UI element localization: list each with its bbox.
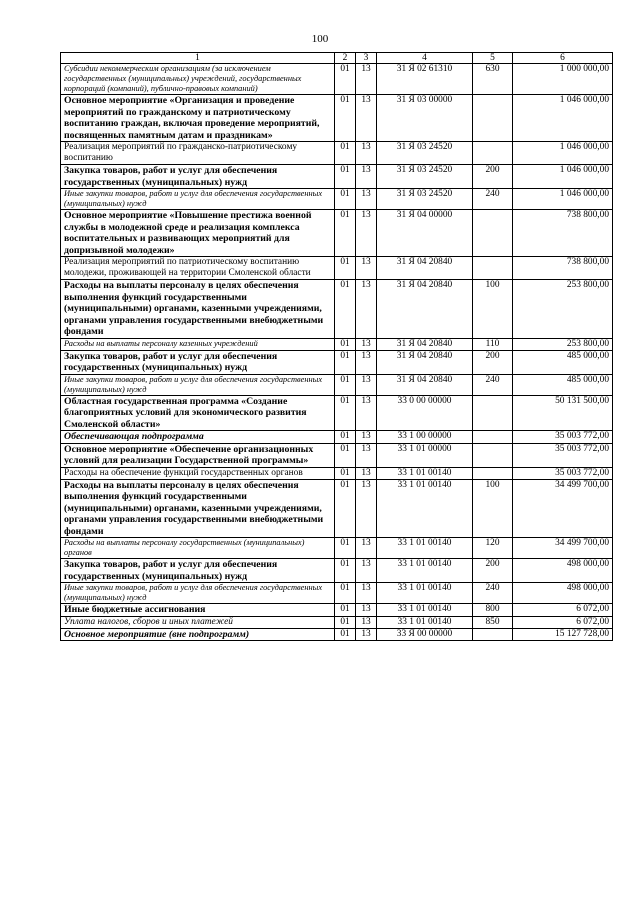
row-description: Расходы на выплаты персоналу государственных (муниципальных) органов bbox=[61, 538, 335, 559]
section-code: 01 bbox=[335, 338, 356, 350]
expense-type-code bbox=[473, 443, 513, 467]
row-description: Иные закупки товаров, работ и услуг для обеспечения государственных (муниципальных) нужд bbox=[61, 189, 335, 210]
expense-type-code bbox=[473, 467, 513, 479]
amount: 15 127 728,00 bbox=[513, 628, 613, 641]
column-header: 5 bbox=[473, 53, 513, 64]
subsection-code: 13 bbox=[356, 479, 377, 538]
amount: 253 800,00 bbox=[513, 338, 613, 350]
expense-type-code: 200 bbox=[473, 165, 513, 189]
amount: 1 046 000,00 bbox=[513, 189, 613, 210]
section-code: 01 bbox=[335, 395, 356, 431]
subsection-code: 13 bbox=[356, 443, 377, 467]
amount: 498 000,00 bbox=[513, 559, 613, 583]
row-description: Иные закупки товаров, работ и услуг для обеспечения государственных (муниципальных) нужд bbox=[61, 374, 335, 395]
target-article-code: 33 1 00 00000 bbox=[377, 431, 473, 444]
expense-type-code: 800 bbox=[473, 604, 513, 617]
section-code: 01 bbox=[335, 431, 356, 444]
table-row bbox=[61, 338, 613, 350]
amount: 1 046 000,00 bbox=[513, 142, 613, 165]
row-description: Иные бюджетные ассигнования bbox=[61, 604, 335, 617]
section-code: 01 bbox=[335, 604, 356, 617]
table-row bbox=[61, 142, 613, 165]
table-row bbox=[61, 257, 613, 280]
section-code: 01 bbox=[335, 374, 356, 395]
table-row bbox=[61, 210, 613, 257]
expense-type-code: 100 bbox=[473, 280, 513, 339]
amount: 6 072,00 bbox=[513, 604, 613, 617]
target-article-code: 31 Я 04 00000 bbox=[377, 210, 473, 257]
table-row bbox=[61, 467, 613, 479]
table-row bbox=[61, 95, 613, 142]
section-code: 01 bbox=[335, 538, 356, 559]
column-header: 1 bbox=[61, 53, 335, 64]
column-header: 4 bbox=[377, 53, 473, 64]
table-row bbox=[61, 616, 613, 628]
amount: 50 131 500,00 bbox=[513, 395, 613, 431]
amount: 485 000,00 bbox=[513, 350, 613, 374]
table-row bbox=[61, 628, 613, 641]
target-article-code: 33 1 01 00140 bbox=[377, 538, 473, 559]
amount: 1 046 000,00 bbox=[513, 165, 613, 189]
table-row bbox=[61, 538, 613, 559]
amount: 738 800,00 bbox=[513, 257, 613, 280]
section-code: 01 bbox=[335, 583, 356, 604]
subsection-code: 13 bbox=[356, 395, 377, 431]
row-description: Основное мероприятие «Обеспечение организационных условий для реализации Государственной программы» bbox=[61, 443, 335, 467]
amount: 1 046 000,00 bbox=[513, 95, 613, 142]
table-row bbox=[61, 431, 613, 444]
subsection-code: 13 bbox=[356, 95, 377, 142]
amount: 498 000,00 bbox=[513, 583, 613, 604]
column-header: 2 bbox=[335, 53, 356, 64]
page-number: 100 bbox=[311, 33, 329, 45]
section-code: 01 bbox=[335, 64, 356, 95]
expense-type-code: 200 bbox=[473, 350, 513, 374]
expense-type-code: 110 bbox=[473, 338, 513, 350]
target-article-code: 33 1 01 00140 bbox=[377, 616, 473, 628]
row-description: Областная государственная программа «Создание благоприятных условий для экономического развития Смоленской области» bbox=[61, 395, 335, 431]
target-article-code: 33 0 00 00000 bbox=[377, 395, 473, 431]
budget-table bbox=[60, 52, 613, 641]
row-description: Уплата налогов, сборов и иных платежей bbox=[61, 616, 335, 628]
expense-type-code: 100 bbox=[473, 479, 513, 538]
table-row bbox=[61, 64, 613, 95]
section-code: 01 bbox=[335, 559, 356, 583]
subsection-code: 13 bbox=[356, 604, 377, 617]
expense-type-code: 850 bbox=[473, 616, 513, 628]
table-row bbox=[61, 350, 613, 374]
row-description: Расходы на выплаты персоналу казенных учреждений bbox=[61, 338, 335, 350]
table-row bbox=[61, 559, 613, 583]
target-article-code: 33 1 01 00140 bbox=[377, 467, 473, 479]
expense-type-code: 240 bbox=[473, 583, 513, 604]
target-article-code: 31 Я 03 24520 bbox=[377, 142, 473, 165]
expense-type-code bbox=[473, 431, 513, 444]
subsection-code: 13 bbox=[356, 338, 377, 350]
subsection-code: 13 bbox=[356, 374, 377, 395]
target-article-code: 33 1 01 00140 bbox=[377, 479, 473, 538]
row-description: Закупка товаров, работ и услуг для обеспечения государственных (муниципальных) нужд bbox=[61, 165, 335, 189]
section-code: 01 bbox=[335, 210, 356, 257]
expense-type-code: 200 bbox=[473, 559, 513, 583]
section-code: 01 bbox=[335, 189, 356, 210]
target-article-code: 33 1 01 00140 bbox=[377, 559, 473, 583]
subsection-code: 13 bbox=[356, 257, 377, 280]
section-code: 01 bbox=[335, 467, 356, 479]
expense-type-code: 630 bbox=[473, 64, 513, 95]
amount: 35 003 772,00 bbox=[513, 431, 613, 444]
row-description: Обеспечивающая подпрограмма bbox=[61, 431, 335, 444]
section-code: 01 bbox=[335, 628, 356, 641]
expense-type-code bbox=[473, 95, 513, 142]
subsection-code: 13 bbox=[356, 210, 377, 257]
amount: 35 003 772,00 bbox=[513, 443, 613, 467]
column-header: 6 bbox=[513, 53, 613, 64]
target-article-code: 31 Я 04 20840 bbox=[377, 350, 473, 374]
amount: 1 000 000,00 bbox=[513, 64, 613, 95]
expense-type-code bbox=[473, 628, 513, 641]
subsection-code: 13 bbox=[356, 165, 377, 189]
subsection-code: 13 bbox=[356, 350, 377, 374]
section-code: 01 bbox=[335, 479, 356, 538]
table-row bbox=[61, 583, 613, 604]
expense-type-code: 120 bbox=[473, 538, 513, 559]
subsection-code: 13 bbox=[356, 538, 377, 559]
subsection-code: 13 bbox=[356, 64, 377, 95]
row-description: Реализация мероприятий по патриотическому воспитанию молодежи, проживающей на территории Смоленской области bbox=[61, 257, 335, 280]
subsection-code: 13 bbox=[356, 142, 377, 165]
table-row bbox=[61, 189, 613, 210]
section-code: 01 bbox=[335, 443, 356, 467]
target-article-code: 31 Я 04 20840 bbox=[377, 374, 473, 395]
target-article-code: 31 Я 04 20840 bbox=[377, 338, 473, 350]
subsection-code: 13 bbox=[356, 616, 377, 628]
target-article-code: 31 Я 03 00000 bbox=[377, 95, 473, 142]
target-article-code: 31 Я 04 20840 bbox=[377, 280, 473, 339]
subsection-code: 13 bbox=[356, 189, 377, 210]
target-article-code: 31 Я 03 24520 bbox=[377, 165, 473, 189]
amount: 35 003 772,00 bbox=[513, 467, 613, 479]
table-row bbox=[61, 374, 613, 395]
table-row bbox=[61, 443, 613, 467]
section-code: 01 bbox=[335, 280, 356, 339]
row-description: Субсидии некоммерческим организациям (за исключением государственных (муниципальных) учреждений, государственных корпораций (компаний), публично-правовых компаний) bbox=[61, 64, 335, 95]
row-description: Основное мероприятие «Организация и проведение мероприятий по гражданскому и патриотическому воспитанию граждан, включая проведение мероприятий, посвященных памятным датам и праздникам» bbox=[61, 95, 335, 142]
section-code: 01 bbox=[335, 142, 356, 165]
subsection-code: 13 bbox=[356, 583, 377, 604]
table-header-row bbox=[61, 53, 613, 64]
section-code: 01 bbox=[335, 257, 356, 280]
expense-type-code: 240 bbox=[473, 189, 513, 210]
column-header: 3 bbox=[356, 53, 377, 64]
amount: 34 499 700,00 bbox=[513, 538, 613, 559]
row-description: Закупка товаров, работ и услуг для обеспечения государственных (муниципальных) нужд bbox=[61, 350, 335, 374]
subsection-code: 13 bbox=[356, 431, 377, 444]
amount: 485 000,00 bbox=[513, 374, 613, 395]
subsection-code: 13 bbox=[356, 280, 377, 339]
row-description: Расходы на обеспечение функций государственных органов bbox=[61, 467, 335, 479]
target-article-code: 33 1 01 00140 bbox=[377, 604, 473, 617]
subsection-code: 13 bbox=[356, 467, 377, 479]
target-article-code: 33 1 01 00000 bbox=[377, 443, 473, 467]
table-row bbox=[61, 604, 613, 617]
section-code: 01 bbox=[335, 165, 356, 189]
target-article-code: 33 Я 00 00000 bbox=[377, 628, 473, 641]
amount: 738 800,00 bbox=[513, 210, 613, 257]
row-description: Основное мероприятие (вне подпрограмм) bbox=[61, 628, 335, 641]
row-description: Основное мероприятие «Повышение престижа военной службы в молодежной среде и реализация комплекса воспитательных и развивающих мероприятий для допризывной молодежи» bbox=[61, 210, 335, 257]
table-body bbox=[61, 64, 613, 641]
row-description: Реализация мероприятий по гражданско-патриотическому воспитанию bbox=[61, 142, 335, 165]
table-row bbox=[61, 479, 613, 538]
expense-type-code bbox=[473, 142, 513, 165]
subsection-code: 13 bbox=[356, 559, 377, 583]
row-description: Иные закупки товаров, работ и услуг для обеспечения государственных (муниципальных) нужд bbox=[61, 583, 335, 604]
subsection-code: 13 bbox=[356, 628, 377, 641]
expense-type-code bbox=[473, 257, 513, 280]
amount: 34 499 700,00 bbox=[513, 479, 613, 538]
expense-type-code bbox=[473, 210, 513, 257]
amount: 6 072,00 bbox=[513, 616, 613, 628]
section-code: 01 bbox=[335, 616, 356, 628]
target-article-code: 31 Я 02 61310 bbox=[377, 64, 473, 95]
row-description: Расходы на выплаты персоналу в целях обеспечения выполнения функций государственными (муниципальными) органами, казенными учреждениями, органами управления государственными внебюджетными фондами bbox=[61, 479, 335, 538]
target-article-code: 31 Я 04 20840 bbox=[377, 257, 473, 280]
section-code: 01 bbox=[335, 350, 356, 374]
table-row bbox=[61, 165, 613, 189]
row-description: Закупка товаров, работ и услуг для обеспечения государственных (муниципальных) нужд bbox=[61, 559, 335, 583]
expense-type-code bbox=[473, 395, 513, 431]
table-row bbox=[61, 395, 613, 431]
amount: 253 800,00 bbox=[513, 280, 613, 339]
target-article-code: 31 Я 03 24520 bbox=[377, 189, 473, 210]
target-article-code: 33 1 01 00140 bbox=[377, 583, 473, 604]
expense-type-code: 240 bbox=[473, 374, 513, 395]
table-row bbox=[61, 280, 613, 339]
section-code: 01 bbox=[335, 95, 356, 142]
row-description: Расходы на выплаты персоналу в целях обеспечения выполнения функций государственными (муниципальными) органами, казенными учреждениями, органами управления государственными внебюджетными фондами bbox=[61, 280, 335, 339]
